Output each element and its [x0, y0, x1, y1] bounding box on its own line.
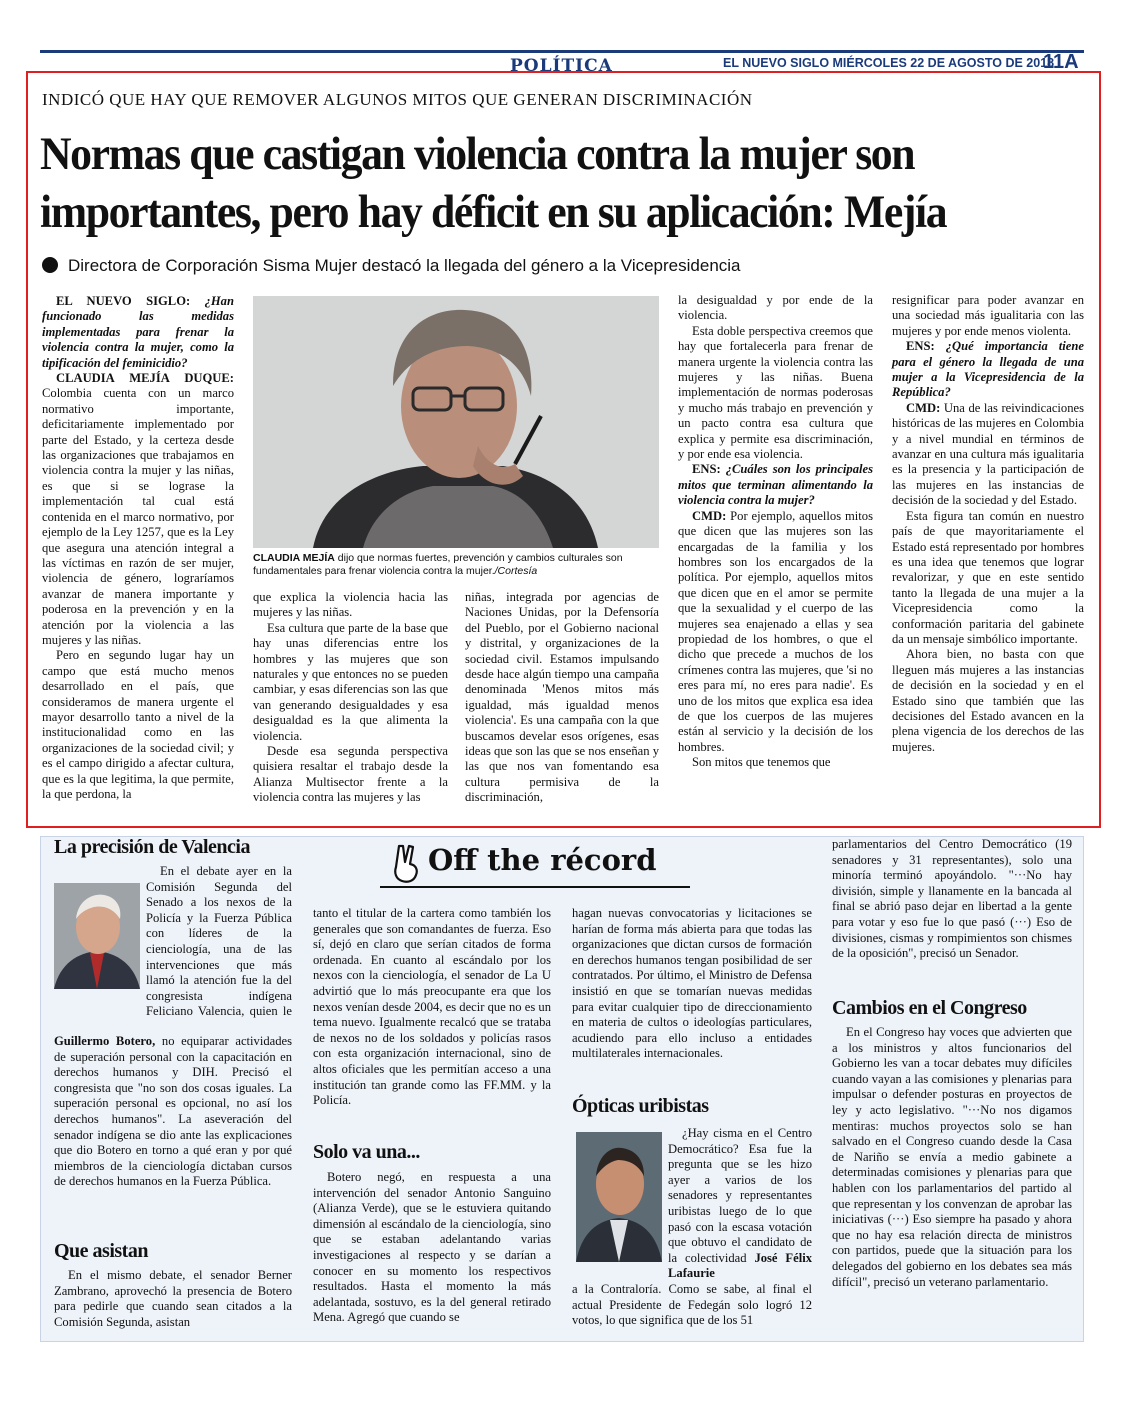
headline-line-1: Normas que castigan violencia contra la mujer son [40, 128, 915, 180]
cambios-text-a: En el Congreso hay voces que advierten que a los ministros y altos funcionarios del Gobierno les van a tocar debates muy difíciles cuando vayan a las comisiones y plenarias para impulsar o defender posturas en proyectos de ley y acto legislativo. "···No nos digamos mentiras: muchos proyectos solo se han salvado en el Congreso cuando desde la Casa de Nariño se envía a medio gabinete a determinadas comisiones y plenarias para que hablen con los parlamentarios del partido al que representan y los convenzan de aprobar las iniciativas (···) Eso siempre ha pasado y ahora que no hay esa relación directa de ministros con partidos, puede que la situación para los delegados del gobierno en los debates sea más difícil", precisó un veterano parlamentario. [832, 1025, 1072, 1289]
opticas-text-below-photo [572, 1282, 812, 1329]
col2-text-b: Esa cultura que parte de la base que hay unas diferencias entre los hombres y las mujeres que son naturales y que entonces no se pueden cambiar, y esas diferencias son las que van generando desigualdades y esa desigualdad es la que alimenta la violencia. [253, 620, 448, 743]
article-column-4 [678, 293, 873, 771]
col5-text-c: Esta figura tan común en nuestro país de que mayoritariamente el Estado está representado por hombres es una idea que tenemos que lograr revalorizar, y que en este sentido tanto la llegada de una mujer a la Vicepresidencia como la conformación paritaria del gabinete da un mensaje simbólico importante. [892, 508, 1084, 646]
subhead-text: Directora de Corporación Sisma Mujer destacó la llegada del género a la Vicepresidencia [68, 256, 741, 275]
article-subhead [42, 256, 741, 276]
masthead-rule [40, 50, 1084, 53]
solo-va-una-heading: Solo va una... [313, 1141, 420, 1163]
jose-felix-lafaurie-photo [576, 1132, 662, 1262]
col4-text-a: la desigualdad y por ende de la violencia. [678, 293, 873, 323]
col4-text-b: Esta doble perspectiva creemos que hay que fortalecerla para frenar de manera urgente la violencia contra las mujeres y las niñas. Buena implementación de normas poderosas y mucho más trabajo en prevención y un pacto contra esa cultura que explica y permite esa discriminación, y por ende esa violencia. [678, 323, 873, 462]
que-asistan-text [54, 1268, 292, 1330]
opticas-text-a: ¿Hay cisma en el Centro Democrático? Esa fue la pregunta que se les hizo ayer a varios de los senadores y representantes uribistas luego de lo que pasó con la escasa votación que obtuvo el candidato de la colectividad [668, 1126, 812, 1265]
article-column-5 [892, 293, 1084, 755]
valencia-text-below-photo [54, 1034, 292, 1190]
off-the-record-title: Off the récord [428, 843, 657, 877]
opticas-name: José Félix Lafaurie [668, 1250, 812, 1281]
article-column-3 [465, 590, 659, 806]
col2-text-c: Desde esa segunda perspectiva quisiera resaltar el trabajo desde la Alianza Multisector frente a la violencia contra las mujeres y las [253, 744, 448, 805]
article-headline [40, 125, 1017, 241]
off-the-record-rule [380, 886, 690, 888]
col5-text-d: Ahora bien, no basta con que lleguen más mujeres a las instancias de decisión en la sociedad y en el Estado sino que también que las decisiones del Estado avancen en la plena vigencia de los derechos de las mujeres. [892, 647, 1084, 754]
answer-3: Una de las reivindicaciones históricas de las mujeres en Colombia y a nivel mundial en términos de avanzar en una cultura más igualitaria es la presencia y la participación de las mujeres en las instancias de decisión de la sociedad y del Estado. [892, 400, 1085, 508]
article-column-1 [42, 294, 234, 802]
photo-caption [253, 552, 659, 578]
col4-text-d: Son mitos que tenemos que [692, 755, 831, 770]
guillermo-botero-photo [54, 883, 140, 989]
cmd-label: CMD: [692, 508, 727, 523]
col3-text-a: niñas, integrada por agencias de Naciones Unidas, por la Defensoría del Pueblo, por el Gobierno nacional y distrital, y organizaciones de la sociedad civil. Estamos impulsando desde hace algún tiempo una campaña denominada 'Menos mitos más igualdad, más igualdad menos violencia'. Es una campaña con la que buscamos develar esos orígenes, esas ideas que son las que se nos enseñan y las que nos van fomentando esa cultura permisiva de la discriminación, [465, 590, 659, 805]
caption-text: dijo que normas fuertes, prevención y cambios culturales son fundamentales para frenar violencia contra la mujer. [253, 552, 623, 577]
interviewer-label: EL NUEVO SIGLO: [56, 294, 191, 308]
col5-text-a: resignificar para poder avanzar en una sociedad más igualitaria con las mujeres y por ende menos violenta. [892, 293, 1084, 338]
article-column-2 [253, 590, 448, 806]
victory-hand-icon [390, 844, 424, 884]
asistan-text-a: En el mismo debate, el senador Berner Zambrano, aprovechó la presencia de Botero para pedirle que cuando sean citados a la Comisión Segunda, asistan [54, 1268, 292, 1329]
col2-text-a: que explica la violencia hacia las mujeres y las niñas. [253, 590, 448, 620]
right-text-a: parlamentarios del Centro Democrático (19 senadores y 31 representantes), solo una minoría terminó apoyándolo. "···No hay división, simple y llanamente en la bancada al final se abrió paso dejar en libertad a la gente para votar y eso fue lo que pasó (···) Eso de divisiones, cismas y rompimientos son chismes de la oposición", precisó un Senador. [832, 837, 1072, 961]
section-name: POLÍTICA [510, 56, 613, 76]
mid2-text-a: hagan nuevas convocatorias y licitaciones se harían de forma más abierta para que todas las organizaciones que dictan cursos de formación en derechos humanos tengan posibilidad de ser contratados. Por último, el Ministro de Defensa insistió en que se tomarían nuevas medidas para evitar cualquier tipo de direccionamiento en materia de cultos o ideologías particulares, acudiendo para ello incluso a entidades multilaterales internacionales. [572, 906, 812, 1061]
caption-name: CLAUDIA MEJÍA [253, 552, 335, 564]
question-2: ¿Cuáles son los principales mitos que terminan alimentando la violencia contra la mujer? [678, 462, 873, 508]
answer-2: Por ejemplo, aquellos mitos que dicen que las mujeres son las encargadas de la familia y los hombres son los encargados de la política. Por ejemplo, aquellos mitos que dicen que en el amor se permite que la sexualidad y el cuerpo de las mujeres sea enajenado a ellas y sea propiedad de los hombres, o que el dicho que precede a muchos de los crímenes contra las mujeres, que 'si no eres para mí, no eres para nadie'. Es uno de los mitos que explica esa idea de que los cuerpos de las mujeres están al servicio y la decisión de los hombres. [678, 508, 873, 754]
ens-label: ENS: [692, 462, 721, 477]
caption-credit: /Cortesía [494, 565, 538, 577]
valencia-text-b: no equiparar actividades de superación personal con la capacitación en derechos humanos y DIH. Precisó el congresista que "no son dos cosas iguales. La superación personal es opcional, no así los derechos humanos". La aseveración del senador indígena se dio ante las explicaciones que dio Botero en torno a qué eran y por qué miembros de la cienciología dictaban cursos de derechos humanos en la Fuerza Pública. [54, 1034, 292, 1189]
page-number: 11A [1043, 51, 1079, 73]
headline-line-2: importantes, pero hay déficit en su aplicación: Mejía [40, 186, 947, 238]
claudia-mejia-photo [253, 296, 659, 548]
valencia-heading: La precisión de Valencia [54, 836, 250, 858]
que-asistan-heading: Que asistan [54, 1240, 148, 1262]
cambios-congreso-heading: Cambios en el Congreso [832, 997, 1027, 1019]
answer-1-continued: Pero en segundo lugar hay un campo que está mucho menos desarrollado en el país, que consideramos de manera urgente el mayor desarrollo tanto a nivel de la institucionalidad como en las organizaciones de la sociedad civil; y es el campo dirigido a afectar cultura, que es la que legitima, la que permite, la que perdona, la [42, 648, 234, 801]
opticas-text-b: a la Contraloría. Como se sabe, al final el actual Presidente de Fedegán solo logró 12 votos, lo que significa que de los 51 [572, 1282, 812, 1328]
off-record-right-column [832, 837, 1072, 962]
question-1: ¿Han funcionado las medidas implementadas para frenar la violencia contra la mujer, como la tipificación del feminicidio? [42, 294, 234, 370]
off-record-mid-column-1 [313, 906, 551, 1109]
answer-1: Colombia cuenta con un marco normativo importante, deficitariamente implementado por parte del Estado, y la certeza desde las organizaciones que trabajamos en violencia contra la mujer y las niñas, es que si se lograse la implementación tal cual está contenida en el marco normativo, por ejemplo de la Ley 1257, que es la Ley que asegura una atención integral a las víctimas en razón de ser mujer, violencia de género, lograríamos avanzar de manera importante y poderosa en la prevención y en la atención por la violencia a las mujeres y las niñas. [42, 386, 234, 647]
bullet-icon [42, 257, 58, 273]
mid1-text-a: tanto el titular de la cartera como también los generales que son comandantes de fuerza. Eso sí, dejó en claro que serían citados de forma ordenada. En cuanto al escándalo por los nexos con la cienciología, el senador de La U advirtió que lo más preocupante era que los nexos venían desde 2004, es decir que no es un tema nuevo. Igualmente recalcó que se trataba de nexos no de los soldados y policías rasos con esta organización internacional, sino de altos oficiales que les permitían acceso a una institución tan grande como las FF.MM. y la Policía. [313, 906, 551, 1108]
ens-label-2: ENS: [906, 339, 935, 354]
cmd-label-2: CMD: [906, 400, 941, 415]
newspaper-date-line: EL NUEVO SIGLO MIÉRCOLES 22 DE AGOSTO DE 2018 [723, 56, 1055, 70]
valencia-text-beside-photo [146, 864, 292, 1020]
article-kicker: INDICÓ QUE HAY QUE REMOVER ALGUNOS MITOS QUE GENERAN DISCRIMINACIÓN [42, 90, 753, 109]
solo-va-una-text [313, 1170, 551, 1326]
valencia-text-a: En el debate ayer en la Comisión Segunda del Senado a los nexos de la Policía y la Fuerza Pública con líderes de la cienciología, una de las intervenciones que más llamó la atención fue la del congresista indígena Feliciano Valencia, quien le [146, 864, 292, 1019]
valencia-name: Guillermo Botero, [54, 1034, 156, 1048]
off-record-mid-column-2 [572, 906, 812, 1062]
solo-text-a: Botero negó, en respuesta a una intervención del senador Antonio Sanguino (Alianza Verde), que se le estuviera quitando dimensión al escándalo de la cienciología, sino que se estaban adelantando varias investigaciones al respecto y se darían a conocer en su momento los respectivos resultados. Hasta el momento la más adelantada, sostuvo, es la del general retirado Mena. Agregó que cuando se [313, 1170, 551, 1325]
opticas-uribistas-heading: Ópticas uribistas [572, 1095, 709, 1117]
question-3: ¿Qué importancia tiene para el género la llegada de una mujer a la Vicepresidencia de la República? [892, 339, 1084, 400]
cambios-congreso-text [832, 1025, 1072, 1290]
interviewee-label: CLAUDIA MEJÍA DUQUE: [56, 371, 234, 386]
opticas-text-beside-photo [668, 1126, 812, 1282]
